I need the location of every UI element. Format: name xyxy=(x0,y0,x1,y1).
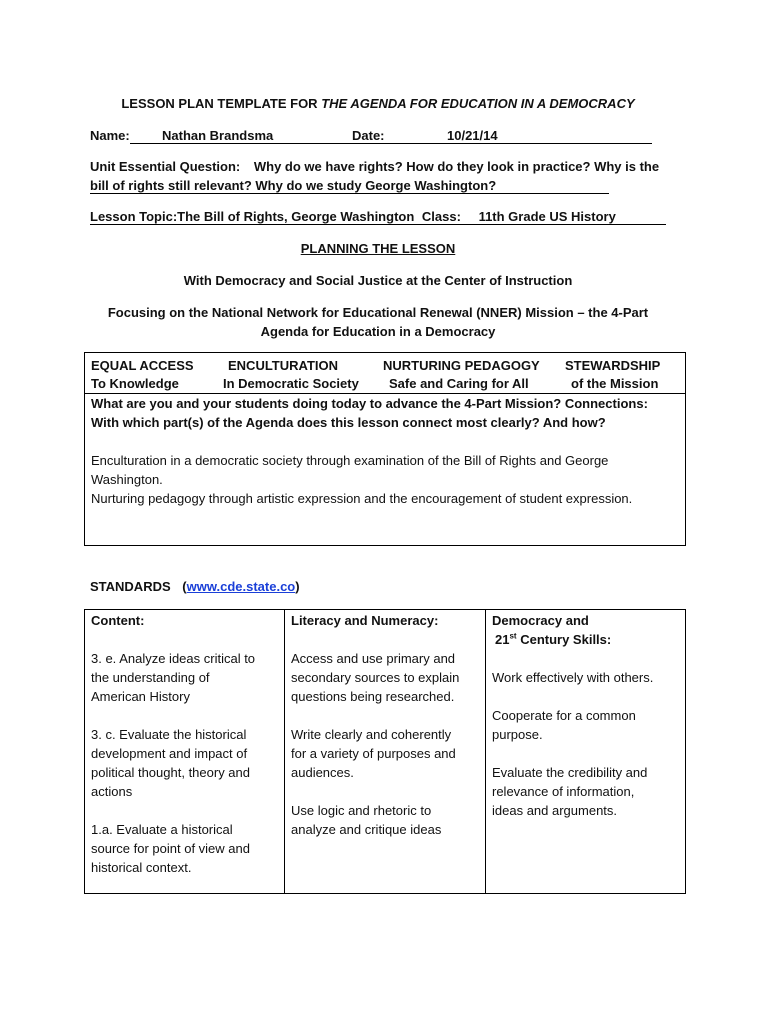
agenda-answer-line3: Nurturing pedagogy through artistic expression and the encouragement of student expression. xyxy=(91,491,633,506)
literacy-column xyxy=(291,611,481,839)
title-prefix: LESSON PLAN TEMPLATE FOR xyxy=(121,96,322,111)
date-value: 10/21/14 xyxy=(447,128,498,143)
democracy-item-2-line: Cooperate for a common xyxy=(492,708,636,723)
literacy-item-1-line: questions being researched. xyxy=(291,689,455,704)
content-item-1-line: American History xyxy=(91,689,190,704)
democracy-heading-line2 xyxy=(492,630,682,649)
content-item-2-line: actions xyxy=(91,784,133,799)
democracy-heading-line1: Democracy and xyxy=(492,613,589,628)
name-date-underline xyxy=(130,143,652,144)
literacy-item-2-line: Write clearly and coherently xyxy=(291,727,452,742)
agenda-subheader-enculturation: In Democratic Society xyxy=(223,376,359,391)
standards-label: STANDARDS xyxy=(90,579,171,594)
agenda-header-nurturing-pedagogy: NURTURING PEDAGOGY xyxy=(383,358,540,373)
democracy-item-3-line: ideas and arguments. xyxy=(492,803,618,818)
literacy-item-3-line: Use logic and rhetoric to xyxy=(291,803,432,818)
democracy-item-2 xyxy=(492,706,682,744)
agenda-answer-line2: Washington. xyxy=(91,472,163,487)
lesson-topic-value: The Bill of Rights, George Washington xyxy=(177,209,415,224)
standards-col-divider-2 xyxy=(485,610,486,893)
democracy-item-2-line: purpose. xyxy=(492,727,543,742)
literacy-item-2 xyxy=(291,725,481,782)
democracy-heading-num: 21 xyxy=(495,632,510,647)
democracy-item-1-line: Work effectively with others. xyxy=(492,670,654,685)
date-label: Date: xyxy=(352,128,385,143)
name-date-row xyxy=(90,126,666,145)
literacy-item-3-line: analyze and critique ideas xyxy=(291,822,442,837)
name-value: Nathan Brandsma xyxy=(162,128,274,143)
standards-row xyxy=(90,577,666,596)
standards-open-paren: ( xyxy=(182,579,187,594)
democracy-column xyxy=(492,611,682,820)
content-item-3-line: 1.a. Evaluate a historical xyxy=(91,822,233,837)
lesson-topic-label: Lesson Topic: xyxy=(90,209,178,224)
standards-col-divider-1 xyxy=(284,610,285,893)
agenda-subheader-nurturing-pedagogy: Safe and Caring for All xyxy=(389,376,529,391)
agenda-header-stewardship: STEWARDSHIP xyxy=(565,358,661,373)
literacy-item-2-line: audiences. xyxy=(291,765,354,780)
literacy-item-2-line: for a variety of purposes and xyxy=(291,746,456,761)
name-label: Name: xyxy=(90,128,130,143)
content-column xyxy=(91,611,281,877)
content-item-3-line: historical context. xyxy=(91,860,192,875)
title-italic: THE AGENDA FOR EDUCATION IN A DEMOCRACY xyxy=(321,96,635,111)
content-item-2-line: 3. c. Evaluate the historical xyxy=(91,727,247,742)
agenda-header-enculturation: ENCULTURATION xyxy=(228,358,339,373)
content-item-3-line: source for point of view and xyxy=(91,841,250,856)
essential-question-label: Unit Essential Question: xyxy=(90,159,241,174)
content-item-3 xyxy=(91,820,281,877)
essential-question-line2 xyxy=(90,176,666,195)
class-label: Class: xyxy=(421,209,461,224)
agenda-question-line2: With which part(s) of the Agenda does this lesson connect most clearly? And how? xyxy=(91,415,606,430)
focus-line-2: Agenda for Education in a Democracy xyxy=(260,324,496,339)
essential-question xyxy=(90,157,666,176)
agenda-subheader-equal-access: To Knowledge xyxy=(91,376,179,391)
agenda-header-equal-access: EQUAL ACCESS xyxy=(91,358,194,373)
content-item-2-line: political thought, theory and xyxy=(91,765,250,780)
agenda-answer-line1: Enculturation in a democratic society through examination of the Bill of Rights and George xyxy=(91,453,609,468)
lesson-topic-row xyxy=(90,207,666,226)
standards-link[interactable]: www.cde.state.co xyxy=(186,579,296,594)
democracy-item-1 xyxy=(492,668,682,687)
planning-heading: PLANNING THE LESSON xyxy=(300,241,456,256)
democracy-heading-rest: Century Skills: xyxy=(516,632,612,647)
democracy-item-3-line: relevance of information, xyxy=(492,784,635,799)
class-value: 11th Grade US History xyxy=(478,209,616,224)
content-item-1-line: 3. e. Analyze ideas critical to xyxy=(91,651,256,666)
literacy-item-1 xyxy=(291,649,481,706)
page-title xyxy=(90,94,666,113)
standards-close-paren: ) xyxy=(295,579,300,594)
essential-question-underline xyxy=(90,193,609,194)
literacy-item-1-line: Access and use primary and xyxy=(291,651,456,666)
content-item-1 xyxy=(91,649,281,706)
democracy-item-3 xyxy=(492,763,682,820)
literacy-item-1-line: secondary sources to explain xyxy=(291,670,460,685)
standards-table xyxy=(84,609,686,894)
democracy-heading-sup: st xyxy=(509,631,517,641)
literacy-item-3 xyxy=(291,801,481,839)
planning-subheading: With Democracy and Social Justice at the Center of Instruction xyxy=(183,273,573,288)
content-item-2-line: development and impact of xyxy=(91,746,248,761)
focus-line-1: Focusing on the National Network for Educational Renewal (NNER) Mission – the 4-Part xyxy=(107,305,649,320)
democracy-item-3-line: Evaluate the credibility and xyxy=(492,765,648,780)
essential-question-text: Why do we have rights? How do they look in practice? Why is the xyxy=(253,159,660,174)
agenda-subheader-stewardship: of the Mission xyxy=(571,376,659,391)
literacy-heading: Literacy and Numeracy: xyxy=(291,613,439,628)
lesson-topic-underline xyxy=(90,224,666,225)
agenda-table xyxy=(84,352,686,546)
content-heading: Content: xyxy=(91,613,145,628)
essential-question-text2: bill of rights still relevant? Why do we study George Washington? xyxy=(90,178,497,193)
content-item-2 xyxy=(91,725,281,801)
agenda-question-line1: What are you and your students doing today to advance the 4-Part Mission? Connections: xyxy=(91,396,648,411)
content-item-1-line: the understanding of xyxy=(91,670,210,685)
